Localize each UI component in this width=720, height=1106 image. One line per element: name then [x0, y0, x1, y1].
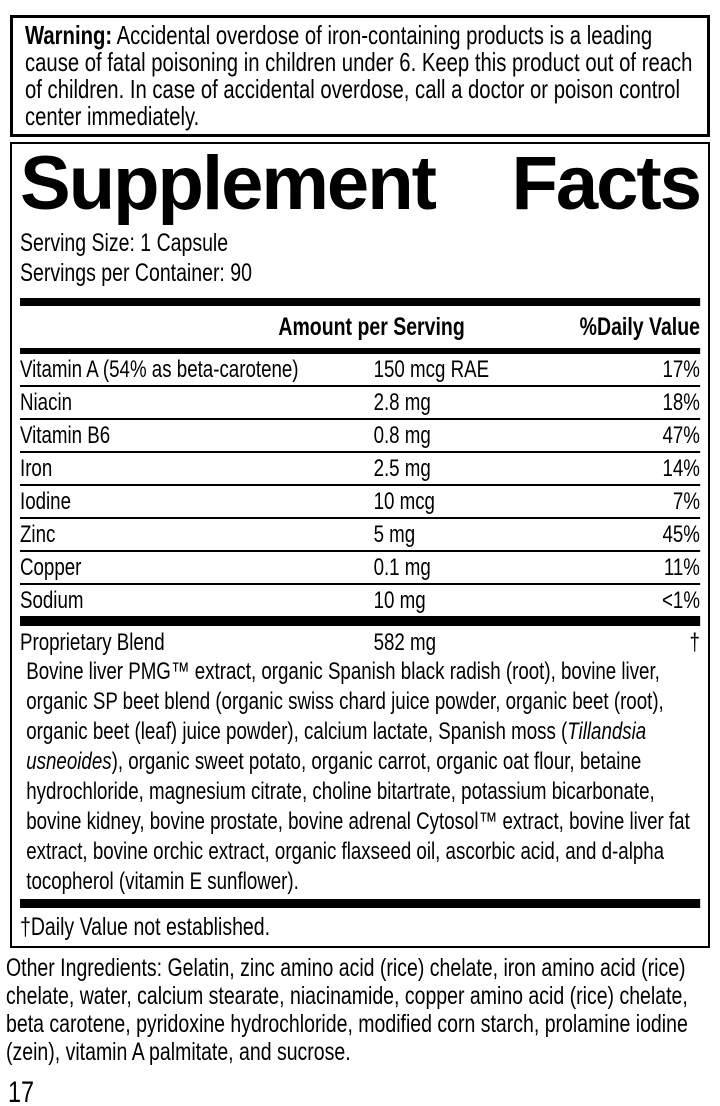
nutrient-row — [20, 583, 700, 616]
nutrient-name: Vitamin B6 — [20, 422, 111, 449]
nutrient-row — [20, 484, 700, 517]
divider-bar-thick — [20, 298, 700, 306]
divider-bar-thick — [20, 899, 700, 908]
nutrient-daily-value: 17% — [662, 356, 700, 383]
nutrient-name: Iodine — [20, 488, 72, 515]
nutrient-row — [20, 451, 700, 484]
daily-value-header: %Daily Value — [579, 313, 700, 341]
nutrient-amount: 2.8 mg — [373, 389, 431, 416]
amount-per-serving-header: Amount per Serving — [278, 313, 465, 341]
nutrient-daily-value: 47% — [662, 422, 700, 449]
nutrient-amount: 10 mg — [373, 587, 426, 614]
nutrient-daily-value: <1% — [661, 587, 700, 614]
nutrient-amount: 5 mg — [373, 521, 416, 548]
serving-size-text: Serving Size: 1 Capsule — [20, 229, 229, 257]
proprietary-blend-row — [20, 626, 700, 657]
supplement-facts-panel — [10, 142, 710, 948]
blend-name: Proprietary Blend — [20, 629, 165, 656]
warning-label: Warning: — [25, 20, 113, 50]
nutrient-row — [20, 517, 700, 550]
nutrient-row — [20, 418, 700, 451]
page-number: 17 — [8, 1076, 35, 1106]
table-header-row — [20, 306, 700, 348]
blend-amount: 582 mg — [373, 629, 437, 656]
nutrient-amount: 150 mcg RAE — [373, 356, 490, 383]
divider-bar-thick — [20, 616, 700, 626]
warning-box — [10, 15, 710, 137]
nutrient-amount: 2.5 mg — [373, 455, 431, 482]
nutrient-row — [20, 550, 700, 583]
nutrient-daily-value: 14% — [662, 455, 700, 482]
other-ingredients-text: Other Ingredients: Gelatin, zinc amino acid (rice) chelate, iron amino acid (rice) chelate, water, calcium stearate, niacinamide, copper amino acid (rice) chelate, beta carotene, pyridoxine hydrochloride, modified corn starch, prolamine iodine (zein), vitamin A palmitate, and sucrose. — [6, 954, 688, 1066]
nutrient-daily-value: 11% — [663, 554, 700, 581]
nutrient-name: Niacin — [20, 389, 73, 416]
nutrient-name: Vitamin A (54% as beta-carotene) — [20, 356, 299, 383]
nutrient-daily-value: 18% — [662, 389, 700, 416]
blend-description: Bovine liver PMG™ extract, organic Spanish black radish (root), bovine liver, organic SP beet blend (organic swiss chard juice powder, organic beet (root), organic beet (leaf) juice powder), calcium lactate, Spanish moss (Tillandsia usneoides), organic sweet potato, organic carrot, organic oat flour, betaine hydrochloride, magnesium citrate, choline bitartrate, potassium bicarbonate, bovine kidney, bovine prostate, bovine adrenal Cytosol™ extract, bovine liver fat extract, bovine orchic extract, organic flaxseed oil, ascorbic acid, and d-alpha tocopherol (vitamin E sunflower). — [26, 658, 690, 895]
title-word-facts: Facts — [511, 142, 700, 226]
blend-dagger: † — [689, 629, 700, 656]
nutrient-name: Zinc — [20, 521, 56, 548]
nutrient-daily-value: 7% — [672, 488, 700, 515]
nutrient-name: Iron — [20, 455, 53, 482]
servings-per-container-text: Servings per Container: 90 — [20, 259, 252, 287]
page-number-section — [8, 1078, 710, 1106]
other-ingredients-section — [6, 954, 716, 1066]
nutrient-amount: 10 mcg — [373, 488, 435, 515]
daily-value-footnote: †Daily Value not established. — [20, 913, 271, 941]
panel-title — [20, 142, 700, 226]
nutrient-name: Sodium — [20, 587, 84, 614]
title-word-supplement: Supplement — [20, 142, 435, 226]
nutrient-row — [20, 354, 700, 385]
nutrient-daily-value: 45% — [662, 521, 700, 548]
warning-text — [25, 22, 697, 130]
nutrient-row — [20, 385, 700, 418]
nutrient-name: Copper — [20, 554, 82, 581]
nutrient-table — [20, 354, 700, 616]
nutrient-amount: 0.8 mg — [373, 422, 431, 449]
warning-body: Accidental overdose of iron-containing products is a leading cause of fatal poisoning in children under 6. Keep this product out of reach of children. In case of accidental overdose, call a doctor or poison control center immediately. — [25, 20, 693, 131]
nutrient-amount: 0.1 mg — [373, 554, 431, 581]
